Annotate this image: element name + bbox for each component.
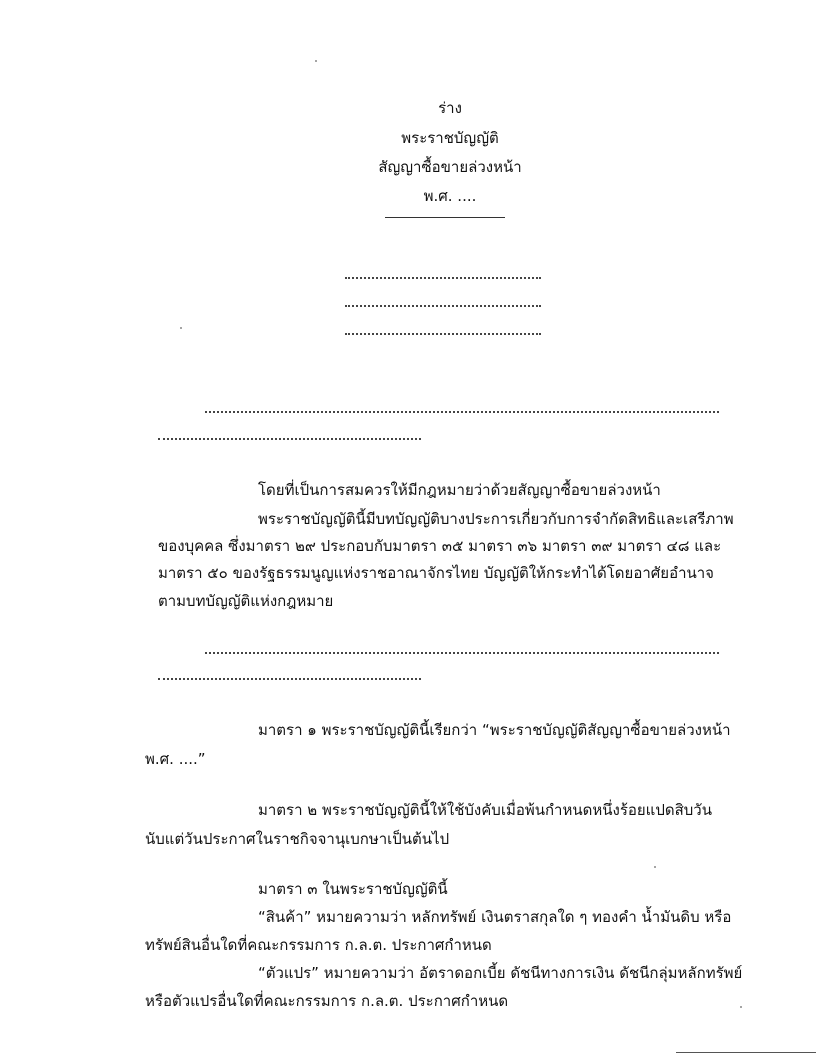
definition-goods-line-1: “สินค้า” หมายความว่า หลักทรัพย์ เงินตราสกุลใด ๆ ทองคำ น้ำมันดิบ หรือ <box>258 908 732 926</box>
act-label: พระราชบัญญัติ <box>401 129 499 147</box>
section-3-heading: มาตรา ๓ ในพระราชบัญญัตินี้ <box>258 880 448 898</box>
header-divider <box>385 217 505 218</box>
enactment-dotted-line-3 <box>205 652 719 654</box>
scan-edge-mark <box>676 1052 816 1053</box>
section-2-line-2: นับแต่วันประกาศในราชกิจจานุเบกษาเป็นต้นไป <box>145 830 450 848</box>
section-1-line-2: พ.ศ. ....” <box>145 750 206 768</box>
signature-dotted-line-2 <box>345 305 541 307</box>
enactment-dotted-line-1 <box>205 411 719 413</box>
preamble-rights-line-1: พระราชบัญญัตินี้มีบทบัญญัติบางประการเกี่ยวกับการจำกัดสิทธิและเสรีภาพ <box>258 510 734 528</box>
scan-speck <box>315 60 317 62</box>
signature-dotted-line-1 <box>345 277 541 279</box>
scan-speck <box>180 327 182 329</box>
act-title: สัญญาซื้อขายล่วงหน้า <box>378 158 522 176</box>
section-1-line-1: มาตรา ๑ พระราชบัญญัตินี้เรียกว่า “พระราชบัญญัติสัญญาซื้อขายล่วงหน้า <box>258 721 731 739</box>
definition-goods-line-2: ทรัพย์สินอื่นใดที่คณะกรรมการ ก.ล.ต. ประกาศกำหนด <box>145 936 492 954</box>
preamble-intro: โดยที่เป็นการสมควรให้มีกฎหมายว่าด้วยสัญญาซื้อขายล่วงหน้า <box>258 481 661 499</box>
scan-speck <box>654 866 656 868</box>
signature-dotted-line-3 <box>345 333 541 335</box>
enactment-dotted-line-4 <box>158 678 421 680</box>
definition-variable-line-1: “ตัวแปร” หมายความว่า อัตราดอกเบี้ย ดัชนีทางการเงิน ดัชนีกลุ่มหลักทรัพย์ <box>258 964 743 982</box>
definition-variable-line-2: หรือตัวแปรอื่นใดที่คณะกรรมการ ก.ล.ต. ประกาศกำหนด <box>145 992 509 1010</box>
year-label: พ.ศ. .... <box>423 187 477 205</box>
preamble-rights-line-2: ของบุคคล ซึ่งมาตรา ๒๙ ประกอบกับมาตรา ๓๕ มาตรา ๓๖ มาตรา ๓๙ มาตรา ๔๘ และ <box>158 537 722 555</box>
section-2-line-1: มาตรา ๒ พระราชบัญญัตินี้ให้ใช้บังคับเมื่อพ้นกำหนดหนึ่งร้อยแปดสิบวัน <box>258 801 712 819</box>
preamble-rights-line-3: มาตรา ๕๐ ของรัฐธรรมนูญแห่งราชอาณาจักรไทย บัญญัติให้กระทำได้โดยอาศัยอำนาจ <box>158 564 714 582</box>
draft-label: ร่าง <box>438 99 462 117</box>
preamble-rights-line-4: ตามบทบัญญัติแห่งกฎหมาย <box>158 592 334 610</box>
scan-speck <box>740 1006 742 1008</box>
enactment-dotted-line-2 <box>158 438 421 440</box>
